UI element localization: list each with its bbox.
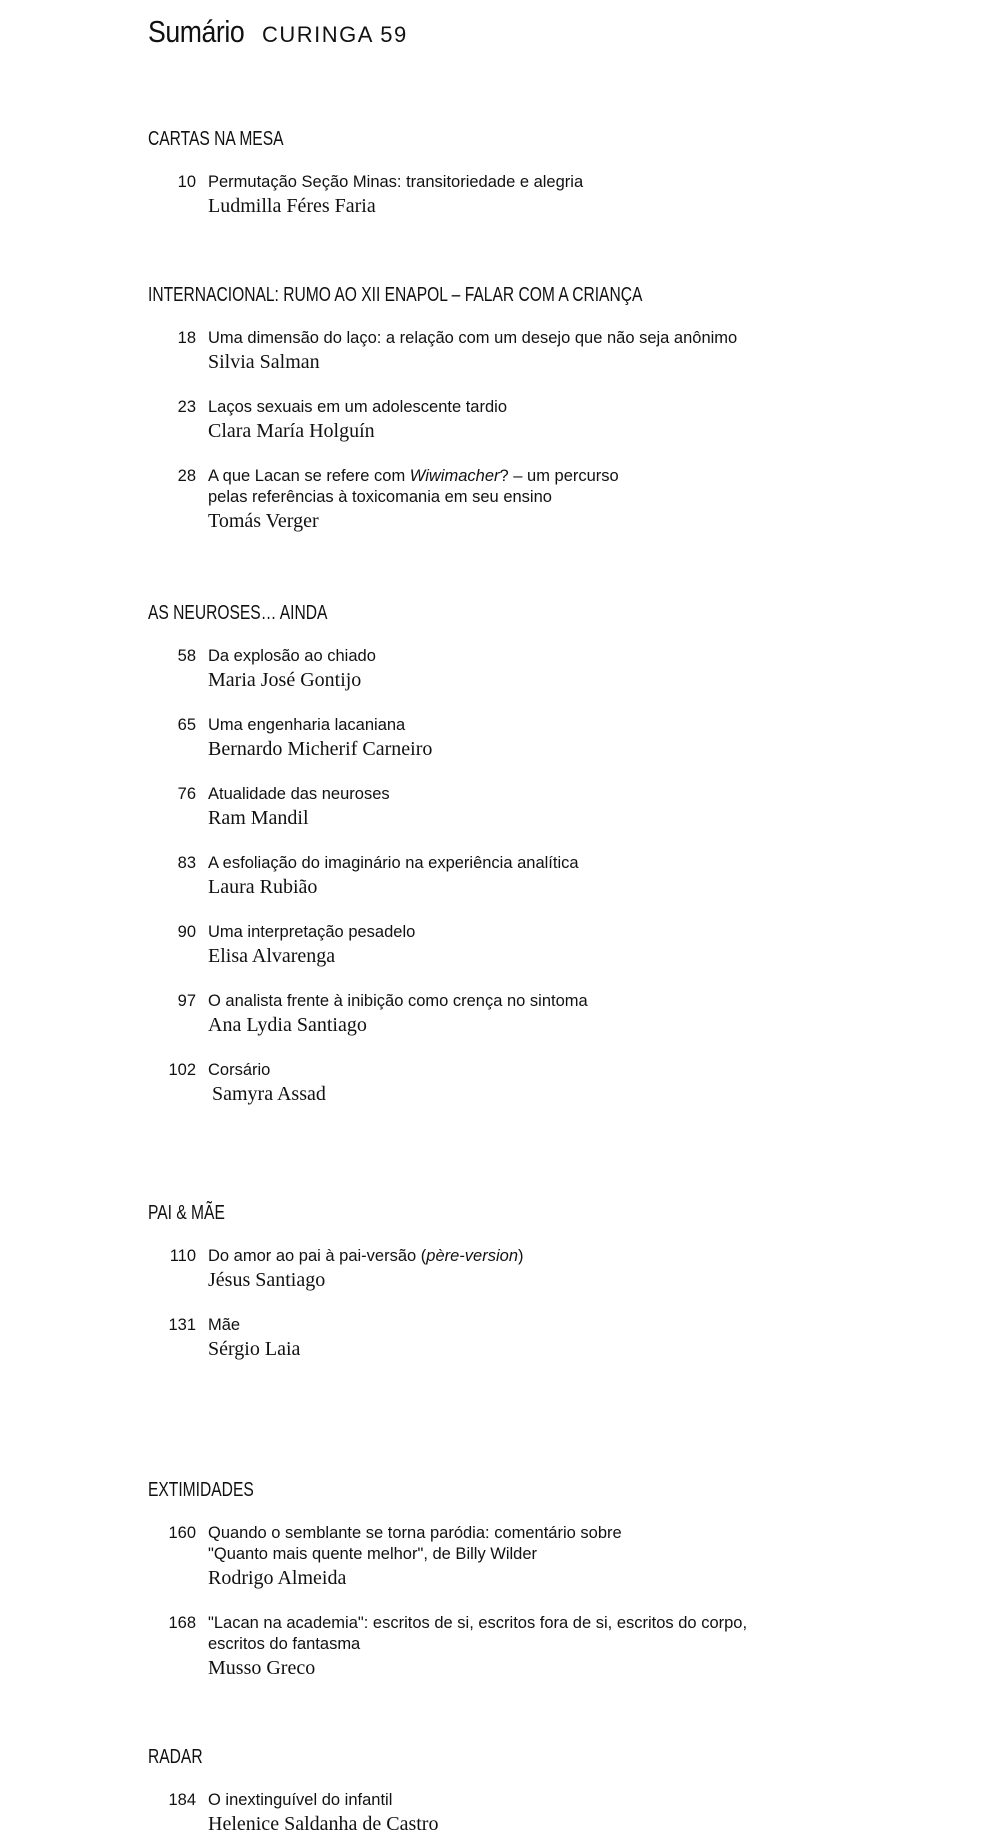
section-title: INTERNACIONAL: RUMO AO XII ENAPOL – FALAR COM A CRIANÇA — [148, 284, 643, 306]
toc-entry — [148, 1315, 968, 1362]
toc-entry — [148, 397, 968, 444]
entry-author: Samyra Assad — [212, 1083, 326, 1105]
entry-title-text: A que Lacan se refere com — [208, 467, 410, 485]
toc-entry — [148, 922, 968, 969]
entry-page-number: 97 — [177, 992, 196, 1010]
entry-author: Ludmilla Féres Faria — [208, 195, 376, 217]
entry-page-number: 83 — [177, 854, 196, 872]
entry-title-italic: père-version — [426, 1247, 518, 1265]
toc-entry — [148, 1246, 968, 1293]
toc-entry — [148, 466, 968, 534]
entry-author: Tomás Verger — [208, 510, 319, 532]
toc-title: Sumário — [148, 14, 245, 49]
entry-title: Corsário — [208, 1061, 271, 1079]
entry-author: Rodrigo Almeida — [208, 1567, 347, 1589]
entry-author: Laura Rubião — [208, 876, 318, 898]
entry-page-number: 28 — [177, 467, 196, 485]
toc-entry — [148, 172, 968, 219]
toc-section — [148, 282, 968, 534]
entry-title-text: Do amor ao pai à pai-versão ( — [208, 1247, 427, 1265]
entry-page-number: 90 — [177, 923, 196, 941]
toc-entry — [148, 784, 968, 831]
entry-page-number: 110 — [169, 1247, 196, 1265]
entry-page-number: 184 — [168, 1791, 196, 1809]
entry-author: Musso Greco — [208, 1657, 316, 1679]
entry-author: Jésus Santiago — [208, 1269, 326, 1291]
toc-section — [148, 126, 968, 219]
entry-title: Uma interpretação pesadelo — [208, 923, 416, 941]
entry-page-number: 18 — [177, 329, 196, 347]
toc-header — [148, 14, 968, 58]
section-title: CARTAS NA MESA — [148, 128, 284, 150]
entry-page-number: 23 — [177, 398, 196, 416]
entry-title: Atualidade das neuroses — [208, 785, 390, 803]
section-title: RADAR — [148, 1746, 203, 1768]
entry-title: Da explosão ao chiado — [208, 647, 376, 665]
entry-title — [208, 1246, 968, 1267]
entry-page-number: 76 — [177, 785, 196, 803]
entry-page-number: 10 — [177, 173, 196, 191]
entry-author: Ana Lydia Santiago — [208, 1014, 367, 1036]
toc-entry — [148, 1523, 968, 1591]
toc-section — [148, 1744, 968, 1837]
section-title: EXTIMIDADES — [148, 1479, 254, 1501]
toc-issue-label: CURINGA 59 — [261, 22, 408, 47]
entry-title-text: ) — [518, 1247, 524, 1265]
entry-title: "Lacan na academia": escritos de si, escritos fora de si, escritos do corpo, escritos do fantasma — [208, 1614, 748, 1653]
entry-page-number: 131 — [168, 1316, 196, 1334]
table-of-contents — [148, 14, 968, 1835]
toc-entry — [148, 1790, 968, 1837]
entry-title: O inextinguível do infantil — [208, 1791, 393, 1809]
entry-author: Ram Mandil — [208, 807, 309, 829]
entry-title-italic: Wiwimacher — [409, 467, 500, 485]
section-title: AS NEUROSES… AINDA — [148, 602, 328, 624]
entry-title: A esfoliação do imaginário na experiência analítica — [208, 854, 579, 872]
toc-entry — [148, 1060, 968, 1107]
toc-section — [148, 1477, 968, 1681]
entry-author: Helenice Saldanha de Castro — [208, 1813, 439, 1835]
entry-page-number: 102 — [168, 1061, 196, 1079]
toc-section — [148, 1200, 968, 1362]
entry-page-number: 168 — [168, 1614, 196, 1632]
entry-title: Permutação Seção Minas: transitoriedade e alegria — [208, 173, 584, 191]
toc-entry — [148, 1613, 968, 1681]
toc-entry — [148, 715, 968, 762]
entry-author: Bernardo Micherif Carneiro — [208, 738, 433, 760]
toc-entry — [148, 646, 968, 693]
entry-title: Mãe — [208, 1316, 241, 1334]
entry-title: O analista frente à inibição como crença no sintoma — [208, 992, 588, 1010]
toc-entry — [148, 991, 968, 1038]
entry-title: Quando o semblante se torna paródia: comentário sobre "Quanto mais quente melhor", de Billy Wilder — [208, 1524, 622, 1563]
entry-title-text: ? – um percurso pelas referências à toxicomania em seu ensino — [208, 467, 619, 506]
entry-title — [208, 466, 968, 508]
toc-entry — [148, 853, 968, 900]
entry-title: Uma engenharia lacaniana — [208, 716, 406, 734]
entry-author: Silvia Salman — [208, 351, 320, 373]
entry-page-number: 58 — [177, 647, 196, 665]
section-title: PAI & MÃE — [148, 1202, 225, 1224]
toc-entry — [148, 328, 968, 375]
entry-author: Clara María Holguín — [208, 420, 375, 442]
entry-title: Uma dimensão do laço: a relação com um desejo que não seja anônimo — [208, 329, 738, 347]
entry-page-number: 160 — [168, 1524, 196, 1542]
entry-author: Elisa Alvarenga — [208, 945, 336, 967]
entry-author: Sérgio Laia — [208, 1338, 301, 1360]
entry-title: Laços sexuais em um adolescente tardio — [208, 398, 507, 416]
entry-author: Maria José Gontijo — [208, 669, 362, 691]
toc-section — [148, 600, 968, 1107]
entry-page-number: 65 — [177, 716, 196, 734]
